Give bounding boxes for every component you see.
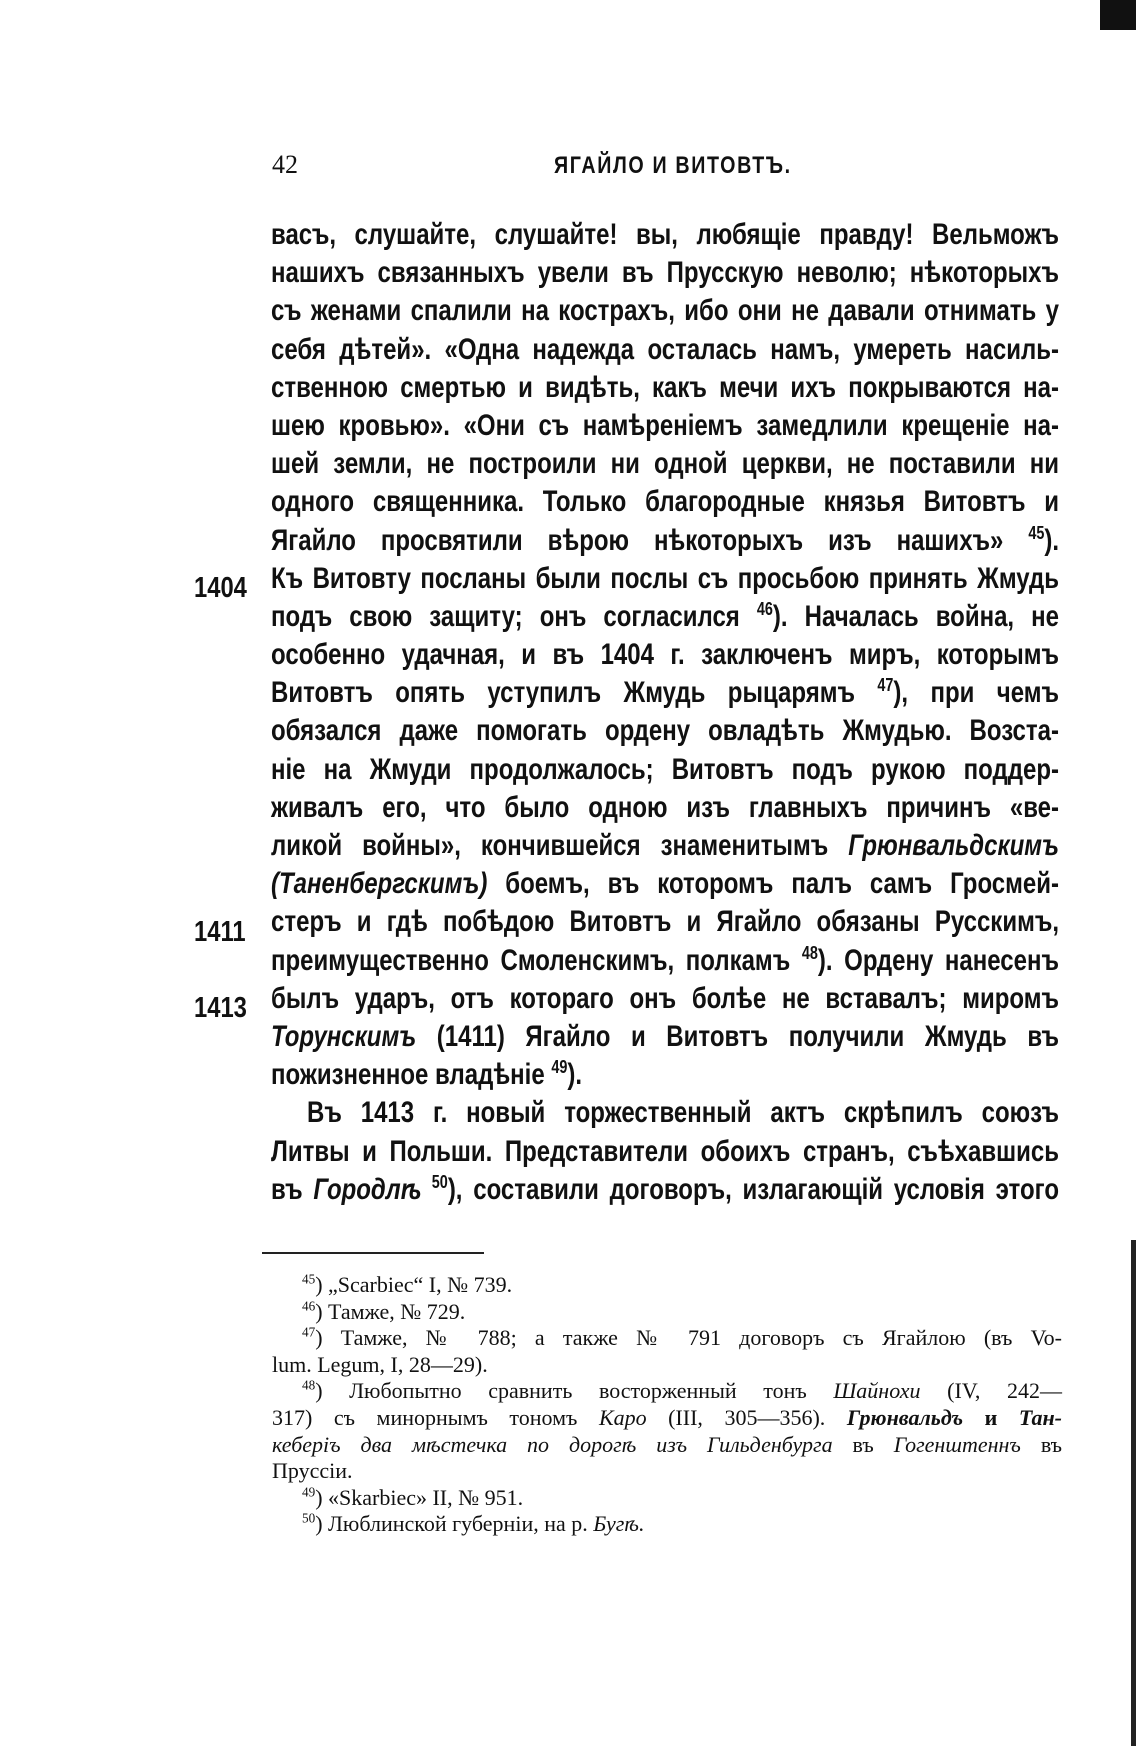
text-line: Витовтъ опять уступилъ Жмудь рыцарямъ $^{47}$), при чемъ <box>271 675 1059 710</box>
text-line: обязался даже помогать ордену овладѣть Жмудью. Возста- <box>271 714 1059 748</box>
footnote-49: $^{49}$) «Skarbiec» II, № 951. <box>302 1484 524 1510</box>
scan-edge-line <box>1131 1240 1136 1746</box>
text-line: въ Городлѣ $^{50}$), составили договоръ, излагающій условія этого <box>271 1171 1059 1206</box>
footnote-ref[interactable]: 47 <box>877 675 894 696</box>
footnote-47: $^{47}$) Тамже, № 788; а также № 791 договоръ съ Ягайлою (въ Vo- lum. Legum, I, 28—29). <box>272 1324 1062 1377</box>
text-line: Литвы и Польши. Представители обоихъ странъ, съѣхавшись <box>271 1134 1059 1168</box>
text-line: подъ свою защиту; онъ согласился $^{46}$). Началась война, не <box>271 598 1059 633</box>
text-line: ственною смертью и видѣть, какъ мечи ихъ покрываются на- <box>271 370 1059 404</box>
text-line: васъ, слушайте, слушайте! вы, любящіе правду! Вельможъ <box>271 218 1059 251</box>
main-text <box>271 216 1059 1209</box>
text-line: Торунскимъ (1411) Ягайло и Витовтъ получили Жмудь въ <box>271 1019 1060 1053</box>
text-line: шею кровью». «Они съ намѣреніемъ замедлили крещеніе на- <box>271 408 1059 442</box>
italic-torun: Торунскимъ <box>271 1019 417 1053</box>
text-line: Въ 1413 г. новый торжественный актъ скрѣпилъ союзъ <box>307 1096 1059 1130</box>
text-line: пожизненное владѣніе $^{49}$). <box>271 1057 583 1092</box>
footnote-46: $^{46}$) Тамже, № 729. <box>302 1298 466 1324</box>
text-line: былъ ударъ, отъ котораго онъ болѣе не вставалъ; миромъ <box>271 981 1059 1015</box>
margin-year-1413: 1413 <box>194 992 247 1024</box>
footnote-ref[interactable]: 48 <box>801 942 818 963</box>
italic-gorodle: Городлѣ <box>313 1172 422 1206</box>
text-line: стеръ и гдѣ побѣдою Витовтъ и Ягайло обязаны Русскимъ, <box>271 905 1059 939</box>
margin-year-1411: 1411 <box>194 916 246 948</box>
footnote-48: $^{48}$) Любопытно сравнить восторженный тонъ Шайнохи (IV, 242— 317) съ минорнымъ тономъ Каро (III, 305—356). Грюнвальдъ и Тан- кеберіъ два мѣстечка по дорогѣ изъ Гильденбурга въ Гогенштеннъ въ Пруссіи. <box>272 1378 1063 1484</box>
scan-edge-mark <box>1100 0 1136 30</box>
text-line: одного священника. Только благородные князья Витовтъ и <box>271 485 1059 519</box>
footnote-50: $^{50}$) Люблинской губерніи, на р. Бугѣ. <box>302 1511 645 1537</box>
text-line: (Таненбергскимъ) боемъ, въ которомъ палъ самъ Гросмей- <box>271 867 1059 901</box>
text-line: съ женами спалили на кострахъ, ибо они не давали отнимать у <box>271 294 1059 328</box>
text-line: себя дѣтей». «Одна надежда осталась намъ, умереть насиль- <box>271 332 1059 366</box>
page-header <box>272 150 1072 190</box>
text-line: живалъ его, что было одною изъ главныхъ причинъ «ве- <box>271 790 1059 824</box>
footnote-ref[interactable]: 46 <box>756 598 773 619</box>
footnote-ref[interactable]: 45 <box>1028 522 1045 543</box>
margin-year-1404: 1404 <box>194 572 247 604</box>
footnotes <box>272 1272 1062 1538</box>
footnote-ref[interactable]: 50 <box>431 1171 448 1192</box>
italic-grunwald: Грюнвальдскимъ <box>848 829 1059 862</box>
text-line: ликой войны», кончившейся знаменитымъ Грюнвальдскимъ <box>271 829 1059 862</box>
footnote-separator <box>262 1252 484 1254</box>
text-line: Ягайло просвятили вѣрою нѣкоторыхъ изъ нашихъ» $^{45}$). <box>271 522 1059 557</box>
text-line: особенно удачная, и въ 1404 г. заключенъ миръ, которымъ <box>271 638 1059 672</box>
text-line: нашихъ связанныхъ увели въ Прусскую неволю; нѣкоторыхъ <box>271 256 1059 290</box>
text-line: шей земли, не построили ни одной церкви, не поставили ни <box>271 447 1059 481</box>
italic-tannenberg: (Таненбергскимъ) <box>271 867 488 901</box>
text-line: Къ Витовту посланы были послы съ просьбою принять Жмудь <box>271 561 1059 595</box>
running-title: ЯГАЙЛО И ВИТОВТЪ. <box>554 152 792 179</box>
footnote-ref[interactable]: 49 <box>551 1057 568 1078</box>
footnote-45: $^{45}$) „Scarbiec“ I, № 739. <box>302 1271 513 1297</box>
text-line: преимущественно Смоленскимъ, полкамъ $^{48}$). Ордену нанесенъ <box>271 942 1059 977</box>
text-line: ніе на Жмуди продолжалось; Витовтъ подъ рукою поддер- <box>271 752 1059 786</box>
page-number: 42 <box>272 150 298 179</box>
